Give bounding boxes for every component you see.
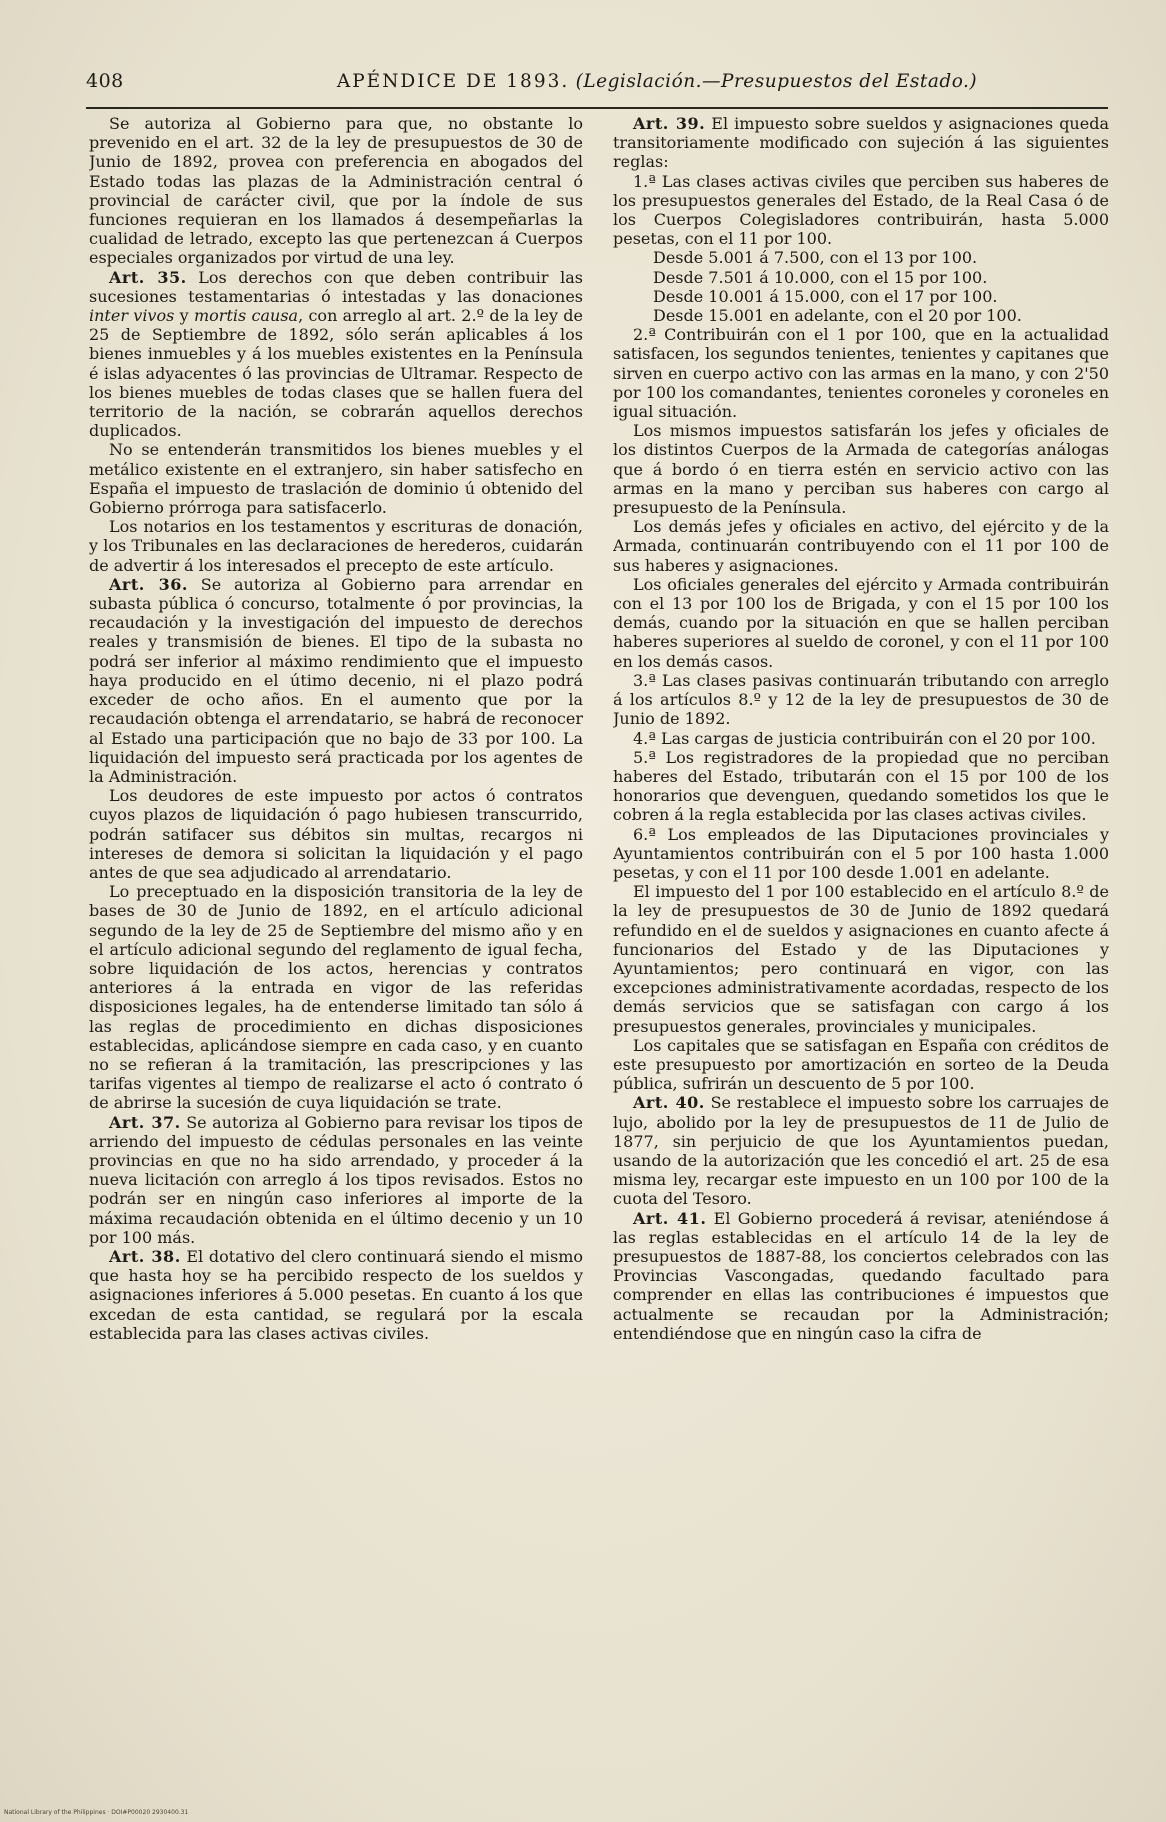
paragraph: Los notarios en los testamentos y escrituras de donación, y los Tribunales en las declaraciones de herederos, cuidarán de advertir á los interesados el precepto de este artículo. (89, 517, 583, 575)
article-number: Art. 38. (109, 1246, 181, 1266)
paragraph: Se autoriza al Gobierno para que, no obstante lo prevenido en el art. 32 de la ley de presupuestos de 30 de Junio de 1892, provea con preferencia en abogados del Estado todas las plazas de la Administración central ó provincial de carácter civil, que por la índole de sus funciones requieran en los llamados á desempeñarlas la cualidad de letrado, excepto las que pertenezcan á Cuerpos especiales organizados por virtud de una ley. (89, 114, 583, 268)
article-35: Art. 35. Los derechos con que deben contribuir las sucesiones testamentarias ó intestadas y las donaciones inter vivos y mortis causa, con arreglo al art. 2.º de la ley de 25 de Septiembre de 1892, sólo serán aplicables á los bienes inmuebles y á los muebles existentes en la Península é islas adyacentes ó las provincias de Ultramar. Respecto de los bienes muebles de todas clases que se hallen fuera del territorio de la nación, se cobrarán aquellos derechos duplicados. (89, 267, 583, 441)
appendix-label: APÉNDICE DE 1893. (336, 71, 570, 92)
article-number: Art. 39. (633, 114, 706, 133)
rule-6: 6.ª Los empleados de las Diputaciones provinciales y Ayuntamientos contribuirán con el 5 por 100 hasta 1.000 pesetas, y con el 11 por 100 desde 1.001 en adelante. (613, 824, 1109, 882)
rule-1: 1.ª Las clases activas civiles que perciben sus haberes de los presupuestos generales del Estado, de la Real Casa ó de los Cuerpos Colegisladores contribuirán, hasta 5.000 pesetas, con el 11 por 100. (613, 171, 1109, 249)
paragraph: Los capitales que se satisfagan en España con créditos de este presupuesto por amortización en sorteo de la Deuda pública, sufrirán un descuento de 5 por 100. (613, 1035, 1109, 1094)
paragraph: El impuesto del 1 por 100 establecido en el artículo 8.º de la ley de presupuestos de 30 de Junio de 1892 quedará refundido en el de sueldos y asignaciones en cuanto afecte á funcionarios del Estado y de las Diputaciones y Ayuntamientos; pero continuará en vigor, con las excepciones administrativamente acordadas, respecto de los demás servicios que se satisfagan con cargo á los presupuestos generales, provinciales y municipales. (613, 882, 1109, 1036)
article-number: Art. 35. (109, 267, 187, 287)
article-39: Art. 39. El impuesto sobre sueldos y asignaciones queda transitoriamente modificado con sujeción á las siguientes reglas: (613, 114, 1109, 172)
article-37: Art. 37. Se autoriza al Gobierno para revisar los tipos de arriendo del impuesto de cédulas personales en las veinte provincias en que no ha sido arrendado, y proceder á la nueva licitación con arreglo á los tipos revisados. Estos no podrán ser en ningún caso inferiores al importe de la máxima recaudación obtenida en el último decenio y un 10 por 100 más. (89, 1112, 583, 1247)
page-header (86, 70, 1108, 106)
running-title-subject: (Legislación.—Presupuestos del Estado.) (575, 71, 978, 92)
paragraph: Los oficiales generales del ejército y Armada contribuirán con el 13 por 100 los de Brigada, y con el 15 por 100 los demás, cuando por la situación en que se hallen perciban haberes superiores al sueldo de coronel, y con el 11 por 100 en los demás casos. (613, 574, 1109, 671)
tax-bracket: Desde 5.001 á 7.500, con el 13 por 100. (653, 248, 978, 268)
article-number: Art. 41. (633, 1208, 707, 1228)
left-column (89, 114, 583, 1704)
paragraph: Los mismos impuestos satisfarán los jefes y oficiales de los distintos Cuerpos de la Armada de categorías análogas que á bordo ó en tierra estén en servicio activo con las armas en la mano y perciban sus haberes con cargo al presupuesto de la Península. (613, 421, 1109, 518)
rule-4: 4.ª Las cargas de justicia contribuirán con el 20 por 100. (633, 728, 1096, 748)
tax-bracket: Desde 7.501 á 10.000, con el 15 por 100. (653, 267, 988, 287)
running-title (206, 71, 1108, 92)
paragraph: Los demás jefes y oficiales en activo, del ejército y de la Armada, continuarán contribuyendo con el 11 por 100 de sus haberes y asignaciones. (613, 517, 1109, 575)
paragraph: Los deudores de este impuesto por actos ó contratos cuyos plazos de liquidación ó pago hubiesen transcurrido, podrán satifacer sus débitos sin multas, recargos ni intereses de demora si solicitan la liquidación y el pago antes de que sea adjudicado al arrendatario. (89, 786, 583, 882)
tax-bracket: Desde 15.001 en adelante, con el 20 por 100. (653, 306, 1022, 326)
rule-2: 2.ª Contribuirán con el 1 por 100, que en la actualidad satisfacen, los segundos tenientes, tenientes y capitanes que sirven en cuerpo activo con las armas en la mano, y con 2'50 por 100 los comandantes, tenientes coroneles y coroneles en igual situación. (613, 325, 1109, 422)
article-number: Art. 40. (633, 1093, 705, 1113)
rule-3: 3.ª Las clases pasivas continuarán tributando con arreglo á los artículos 8.º y 12 de la ley de presupuestos de 30 de Junio de 1892. (613, 670, 1109, 729)
article-number: Art. 37. (109, 1112, 181, 1132)
page-number: 408 (86, 70, 124, 92)
rule-5: 5.ª Los registradores de la propiedad que no perciban haberes del Estado, tributarán con el 15 por 100 de los honorarios que devenguen, quedando sometidos los que le cobren á la regla establecida por las clases activas civiles. (613, 747, 1109, 825)
scan-credit: National Library of the Philippines · DOI#P00020 2930400.31 (4, 1809, 189, 1816)
article-36: Art. 36. Se autoriza al Gobierno para arrendar en subasta pública ó concurso, totalmente ó por provincias, la recaudación y la investigación del impuesto de derechos reales y transmisión de bienes. El tipo de la subasta no podrá ser inferior al máximo rendimiento que el impuesto haya producido en el útimo decenio, ni el plazo podrá exceder de ocho años. En el aumento que por la recaudación obtenga el arrendatario, se habrá de reconocer al Estado una participación que no bajo de 33 por 100. La liquidación del impuesto será practicada por los agentes de la Administración. (89, 574, 583, 786)
header-rule (86, 107, 1108, 109)
article-40: Art. 40. Se restablece el impuesto sobre los carruajes de lujo, abolido por la ley de presupuestos de 11 de Julio de 1877, sin perjuicio de que los Ayuntamientos puedan, usando de la autorización que les concedió el art. 25 de esa misma ley, recargar este impuesto en un 100 por 100 de la cuota del Tesoro. (613, 1093, 1109, 1209)
right-column (613, 114, 1109, 1704)
article-41: Art. 41. El Gobierno procederá á revisar, ateniéndose á las reglas establecidas en el artículo 14 de la ley de presupuestos de 1887-88, los conciertos celebrados con las Provincias Vascongadas, quedando facultado para comprender en ellas las contribuciones é impuestos que actualmente se recaudan por la Administración; entendiéndose que en ningún caso la cifra de (613, 1208, 1109, 1343)
article-number: Art. 36. (109, 574, 188, 594)
article-38: Art. 38. El dotativo del clero continuará siendo el mismo que hasta hoy se ha percibido respecto de los sueldos y asignaciones inferiores á 5.000 pesetas. En cuanto á los que excedan de esta cantidad, se regulará por la escala establecida para las clases activas civiles. (89, 1246, 583, 1343)
paragraph: Lo preceptuado en la disposición transitoria de la ley de bases de 30 de Junio de 1892, en el artículo adicional segundo de la ley de 25 de Septiembre del mismo año y en el artículo adicional segundo del reglamento de igual fecha, sobre liquidación de los actos, herencias y contratos anteriores á la entrada en vigor de las referidas disposiciones legales, ha de entenderse limitado tan sólo á las reglas de procedimiento en dichas disposiciones establecidas, aplicándose siempre en cada caso, y en cuanto no se refieran á la tramitación, las prescripciones y las tarifas vigentes al tiempo de realizarse el acto ó contrato ó de abrirse la sucesión de cuya liquidación se trate. (89, 882, 583, 1113)
tax-bracket: Desde 10.001 á 15.000, con el 17 por 100. (653, 286, 998, 306)
paragraph: No se entenderán transmitidos los bienes muebles y el metálico existente en el extranjero, sin haber satisfecho en España el impuesto de traslación de dominio ú obtenido del Gobierno prórroga para satisfacerlo. (89, 440, 583, 518)
